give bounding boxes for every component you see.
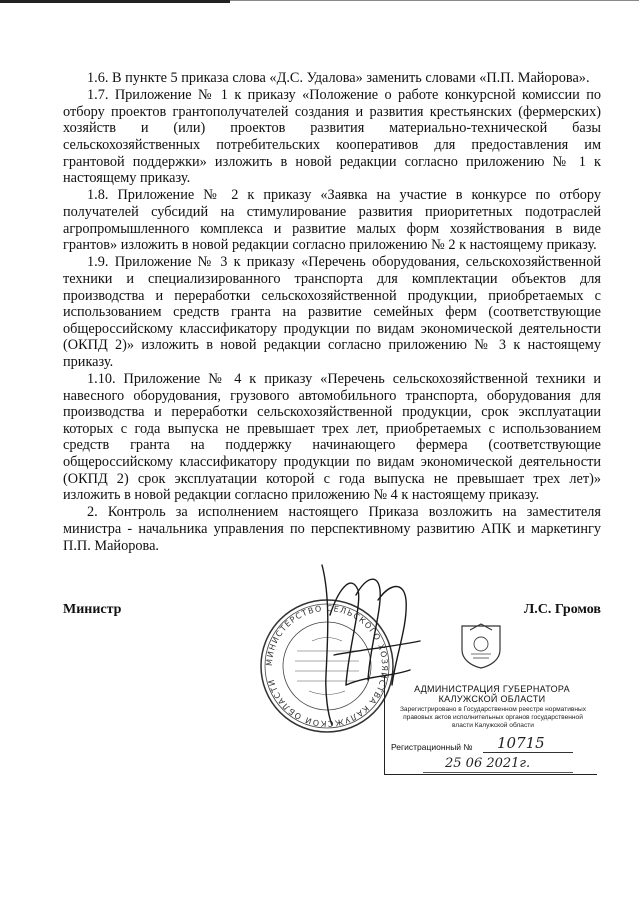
document-body (63, 70, 601, 555)
signatory-name: Л.С. Громов (523, 602, 601, 617)
stamp-note: Зарегистрировано в Государственном реестре нормативных правовых актов исполнительных органов государственной власти Калужской области (399, 706, 587, 729)
registration-stamp (384, 676, 597, 775)
top-border-line (230, 0, 639, 1)
coat-of-arms-emblem (458, 622, 504, 670)
top-border-mark (0, 0, 230, 3)
stamp-title: АДМИНИСТРАЦИЯ ГУБЕРНАТОРА КАЛУЖСКОЙ ОБЛАСТИ (414, 684, 570, 704)
paragraph-1-9: 1.9. Приложение № 3 к приказу «Перечень оборудования, сельскохозяйственной техники и специализированного транспорта для комплектации объектов для производства и переработки сельскохозяйственной продукции, приобретаемых с использованием средств гранта на развитие семейных ферм (соответствующие общероссийскому классификатору продукции по видам экономической деятельности (ОКПД 2)» изложить в новой редакции согласно приложению № 3 к настоящему приказу. (63, 254, 601, 370)
registration-number-line (483, 752, 573, 753)
registration-number: 10715 (497, 734, 545, 752)
paragraph-1-8: 1.8. Приложение № 2 к приказу «Заявка на участие в конкурсе по отбору получателей субсидий на стимулирование развития приоритетных подотраслей агропромышленного комплекса и развитие малых форм хозяйствования в виде грантов» изложить в новой редакции согласно приложению № 2 к настоящему приказу. (63, 187, 601, 254)
paragraph-1-7: 1.7. Приложение № 1 к приказу «Положение о работе конкурсной комиссии по отбору проектов грантополучателей создания и развития крестьянских (фермерских) хозяйств и (или) проектов развития материально-технической базы сельскохозяйственных потребительских кооперативов для предоставления им грантовой поддержки» изложить в новой редакции согласно приложению № 1 к настоящему приказу. (63, 87, 601, 187)
seal-lettering: МИНИСТЕРСТВО СЕЛЬСКОГО ХОЗЯЙСТВА КАЛУЖСКОЙ ОБЛАСТИ (264, 603, 390, 729)
paragraph-2: 2. Контроль за исполнением настоящего Приказа возложить на заместителя министра - начальника управления по перспективному развитию АПК и маркетингу П.П. Майорова. (63, 504, 601, 554)
registration-label: Регистрационный № (391, 742, 473, 752)
signatory-title: Министр (63, 602, 122, 617)
registration-date: 25 06 2021г. (445, 756, 531, 771)
paragraph-1-10: 1.10. Приложение № 4 к приказу «Перечень сельскохозяйственной техники и навесного оборудования, грузового автомобильного транспорта, оборудования для производства и переработки сельскохозяйственной продукции, срок эксплуатации которых с года выпуска не превышает трех лет, приобретаемых с использованием средств гранта на поддержку начинающего фермера (соответствующие общероссийскому классификатору продукции по видам экономической деятельности (ОКПД 2) срок эксплуатации которой с года выпуска не превышает трех лет)» изложить в новой редакции согласно приложению № 4 к настоящему приказу. (63, 371, 601, 504)
paragraph-1-6: 1.6. В пункте 5 приказа слова «Д.С. Удалова» заменить словами «П.П. Майорова». (87, 70, 590, 86)
registration-date-line (423, 772, 573, 773)
